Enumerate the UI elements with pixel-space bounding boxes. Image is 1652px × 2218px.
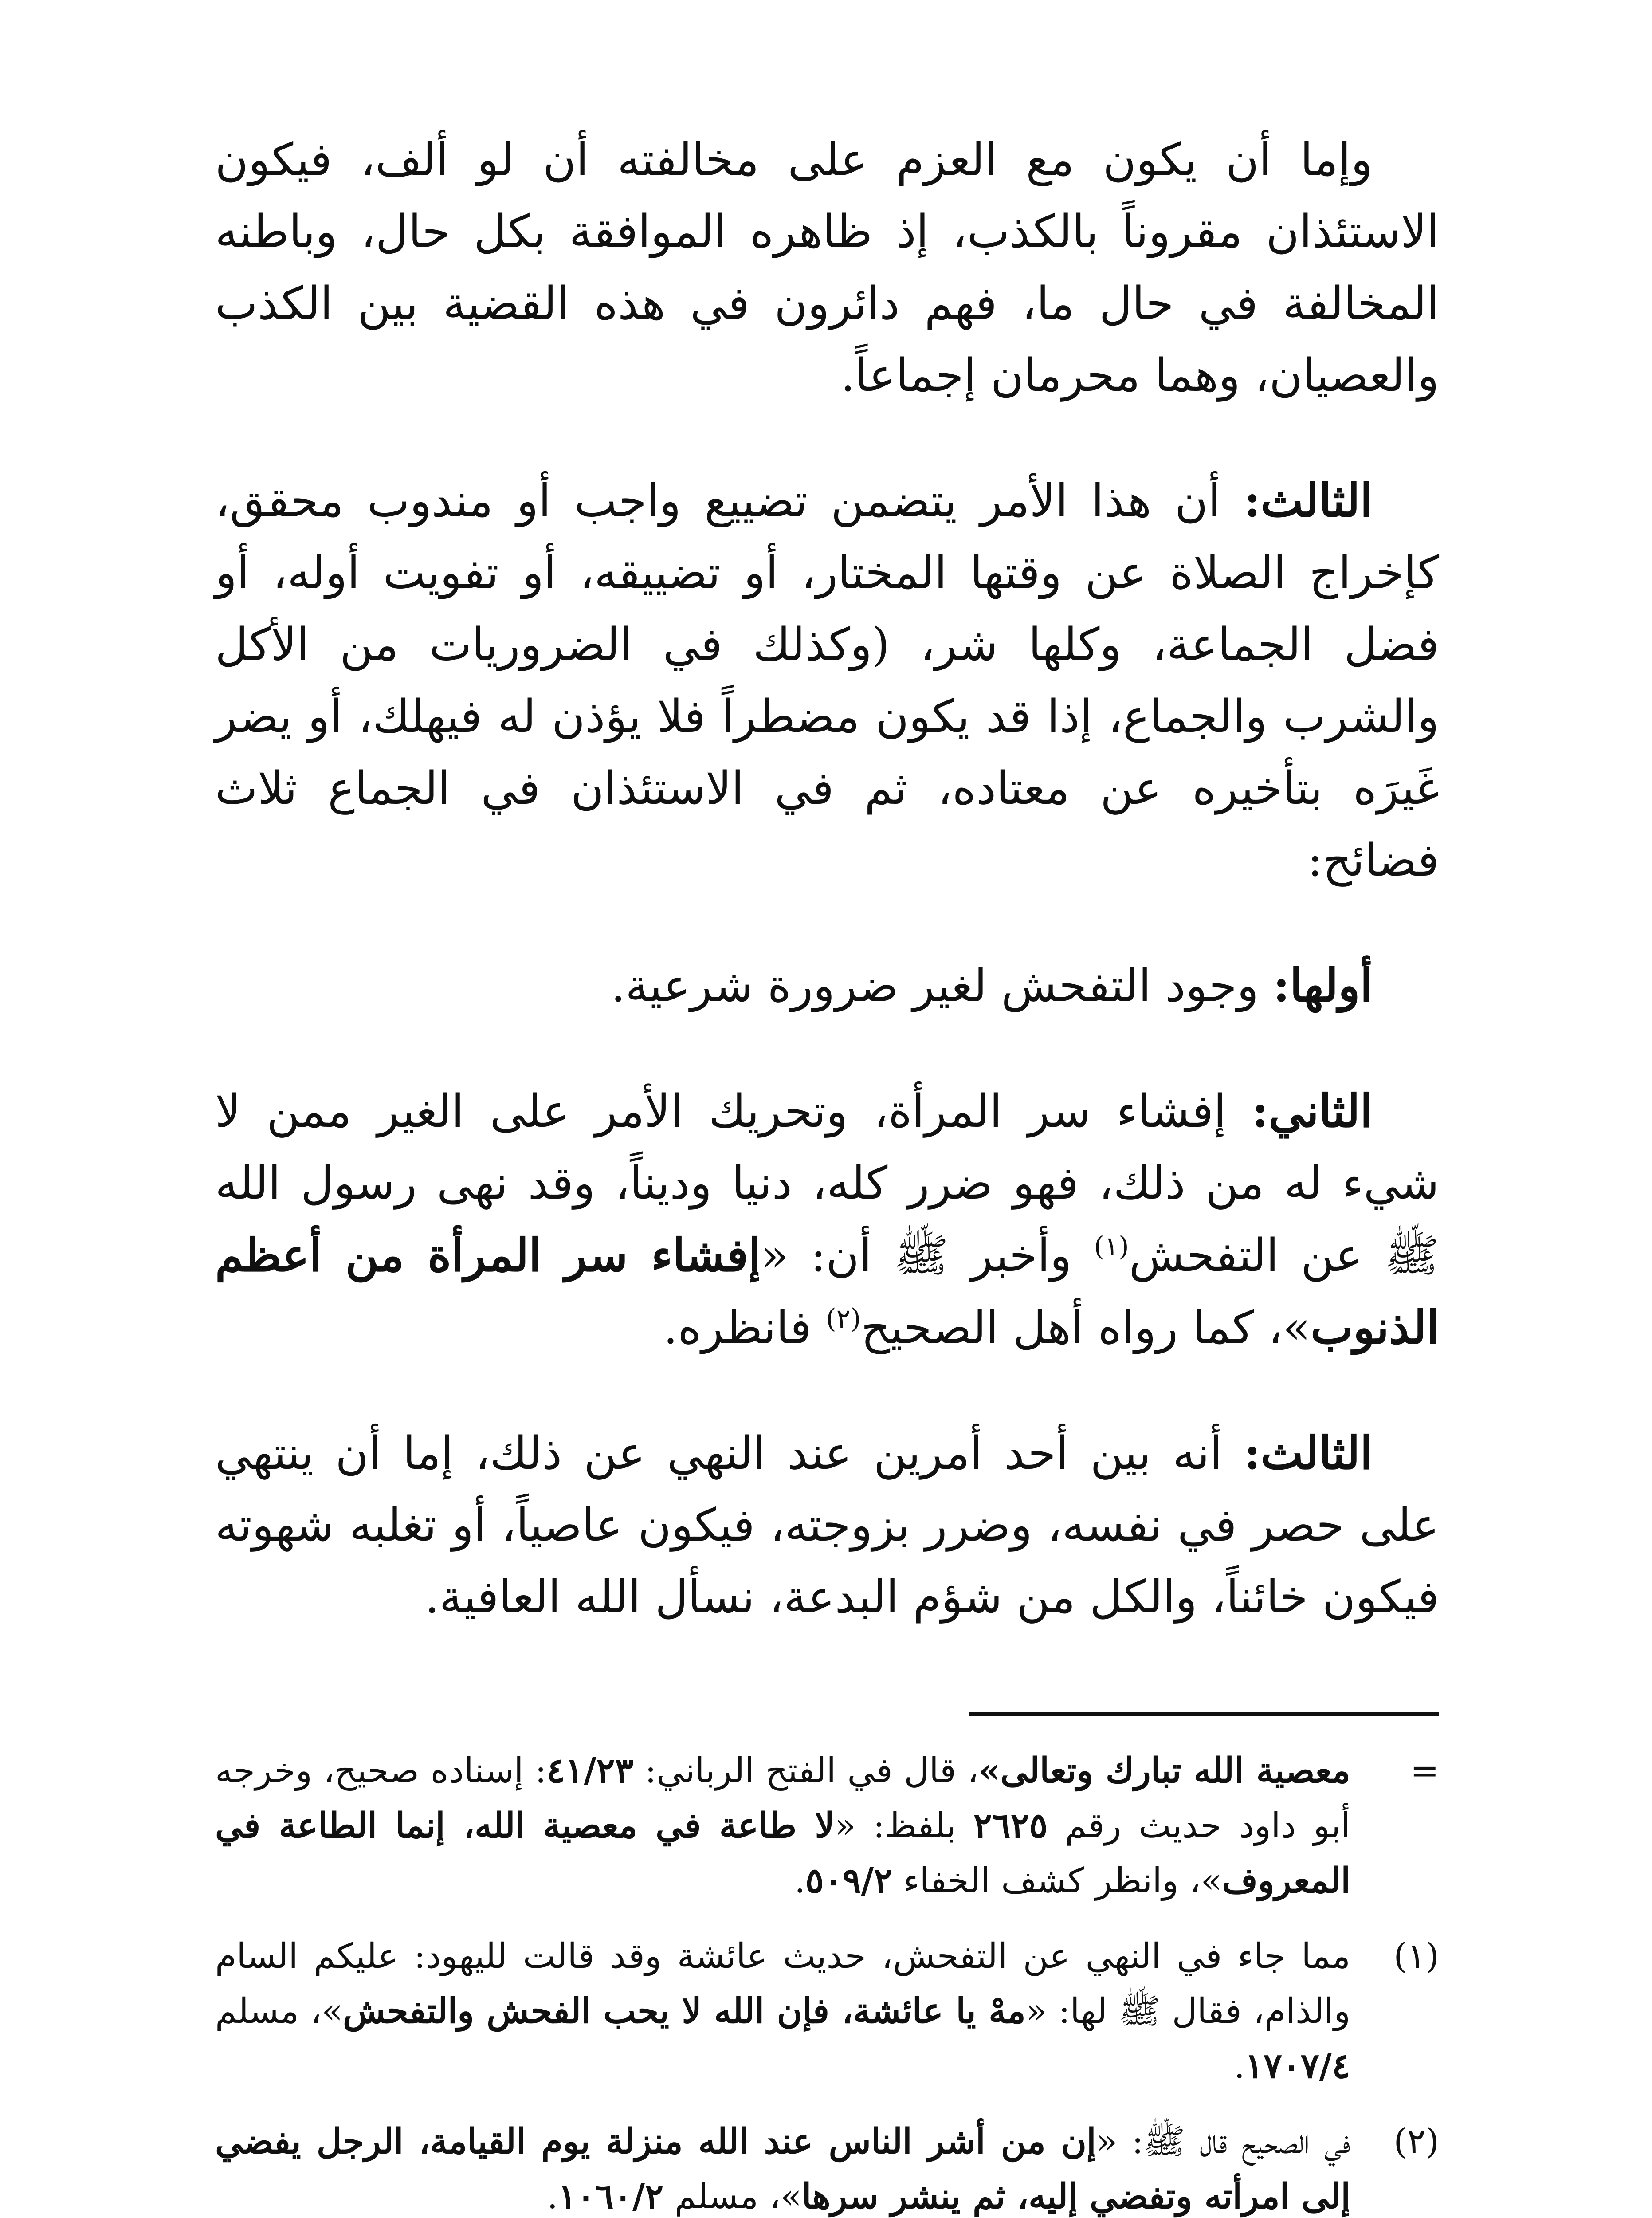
paragraph-second-text-d: فانظره. (663, 1302, 826, 1354)
paragraph-lead-third: الثالث: (1244, 474, 1373, 527)
paragraph-lead-first: أولها: (1273, 959, 1373, 1012)
footnote-1-text-b: »، مسلم (215, 1991, 343, 2031)
paragraph-second-text-a: إفشاء سر المرأة، وتحريك الأمر على الغير ممن لا شيء له من ذلك، فهو ضرر كله، دنيا وديناً، وقد نهى رسول الله ﷺ عن التفحش (215, 1085, 1439, 1282)
footnote-1-text-a: مما جاء في النهي عن التفحش، حديث عائشة وقد قالت لليهود: عليكم السام والذام، فقال ﷺ لها: « (215, 1936, 1350, 2031)
footnote-cont-text-a: ، قال في الفتح الرباني: (633, 1751, 979, 1791)
paragraph-third-scandal-text: أنه بين أحد أمرين عند النهي عن ذلك، إما أن ينتهي على حصر في نفسه، وضرر بزوجته، فيكون عاصياً، أو تغلبه شهوته فيكون خائناً، والكل من شؤم البدعة، نسأل الله العافية. (215, 1427, 1439, 1624)
main-text-block (215, 124, 1439, 1687)
paragraph-second-text-b: وأخبر ﷺ أن: « (761, 1229, 1094, 1282)
footnote-2 (215, 2114, 1439, 2218)
paragraph-third-text: أن هذا الأمر يتضمن تضييع واجب أو مندوب محقق، كإخراج الصلاة عن وقتها المختار، أو تضييقه، أو تفويت أوله، أو فضل الجماعة، وكلها شر، (وكذلك في الضروريات من الأكل والشرب والجماع، إذا قد يكون مضطراً فلا يؤذن له فيهلك، أو يضر غَيرَه بتأخيره عن معتاده، ثم في الاستئذان في الجماع ثلاث فضائح: (215, 475, 1439, 887)
paragraph-first-scandal (215, 950, 1439, 1022)
paragraph-third-point (215, 465, 1439, 897)
footnote-continuation (215, 1743, 1439, 1908)
footnote-cont-bold-d: لا طاعة في معصية الله، إنما الطاعة في المعروف (215, 1805, 1350, 1901)
footnote-1-bold-a: مهْ يا عائشة، فإن الله لا يحب الفحش والتفحش (343, 1991, 1026, 2031)
footnote-continuation-marker: = (1410, 1751, 1439, 1791)
footnote-1-bold-b: ١٧٠٧/٤ (1245, 2046, 1350, 2086)
footnote-1-text-c: . (1234, 2046, 1245, 2086)
footnote-1 (215, 1929, 1439, 2094)
paragraph-first-scandal-text: وجود التفحش لغير ضرورة شرعية. (611, 960, 1273, 1012)
footnote-cont-bold-c: ٢٦٢٥ (973, 1805, 1048, 1846)
footnote-ref-1[interactable]: (١) (1094, 1231, 1129, 1262)
footnote-2-bold-b: ١٠٦٠/٢ (558, 2176, 664, 2217)
paragraph-third-scandal (215, 1417, 1439, 1633)
footnote-cont-text-b: : إسناده صحيح، وخرجه أبو داود حديث رقم (215, 1751, 1350, 1846)
footnote-2-marker: (٢) (1393, 2122, 1439, 2162)
footnotes-block (215, 1743, 1439, 2218)
paragraph-second-text-c: »، كما رواه أهل الصحيح (861, 1302, 1311, 1354)
paragraph-lead-third-scandal: الثالث: (1244, 1427, 1373, 1480)
footnote-cont-text-c: بلفظ: « (834, 1806, 973, 1846)
footnote-2-bold-a: إن من أشر الناس عند الله منزلة يوم القيامة، الرجل يفضي إلى امرأته وتفضي إليه، ثم ينشر سرها (215, 2121, 1350, 2217)
hadith-quote-bold: إفشاء سر المرأة من أعظم الذنوب (215, 1229, 1439, 1354)
paragraph-second-scandal (215, 1075, 1439, 1364)
footnote-2-text-a: في الصحيح قال ﷺ: « (1096, 2122, 1350, 2162)
footnote-cont-text-e: . (794, 1861, 805, 1901)
footnote-2-text-c: . (547, 2177, 558, 2217)
footnote-ref-2[interactable]: (٢) (826, 1303, 861, 1334)
paragraph-1 (215, 124, 1439, 412)
paragraph-1-text: وإما أن يكون مع العزم على مخالفته أن لو ألف، فيكون الاستئذان مقروناً بالكذب، إذ ظاهره الموافقة بكل حال، وباطنه المخالفة في حال ما، فهم دائرون في هذه القضية بين الكذب والعصيان، وهما محرمان إجماعاً. (215, 134, 1439, 402)
footnote-cont-bold-b: ٤١/٢٣ (546, 1750, 634, 1791)
footnote-cont-bold-e: ٥٠٩/٢ (805, 1860, 892, 1901)
footnote-cont-text-d: »، وانظر كشف الخفاء (892, 1861, 1222, 1901)
footnote-2-text-b: »، مسلم (663, 2177, 802, 2217)
footnote-separator-rule (969, 1712, 1439, 1716)
paragraph-lead-second: الثاني: (1252, 1085, 1373, 1138)
footnote-1-marker: (١) (1393, 1936, 1439, 1976)
footnote-cont-bold-a: معصية الله تبارك وتعالى» (978, 1750, 1350, 1791)
